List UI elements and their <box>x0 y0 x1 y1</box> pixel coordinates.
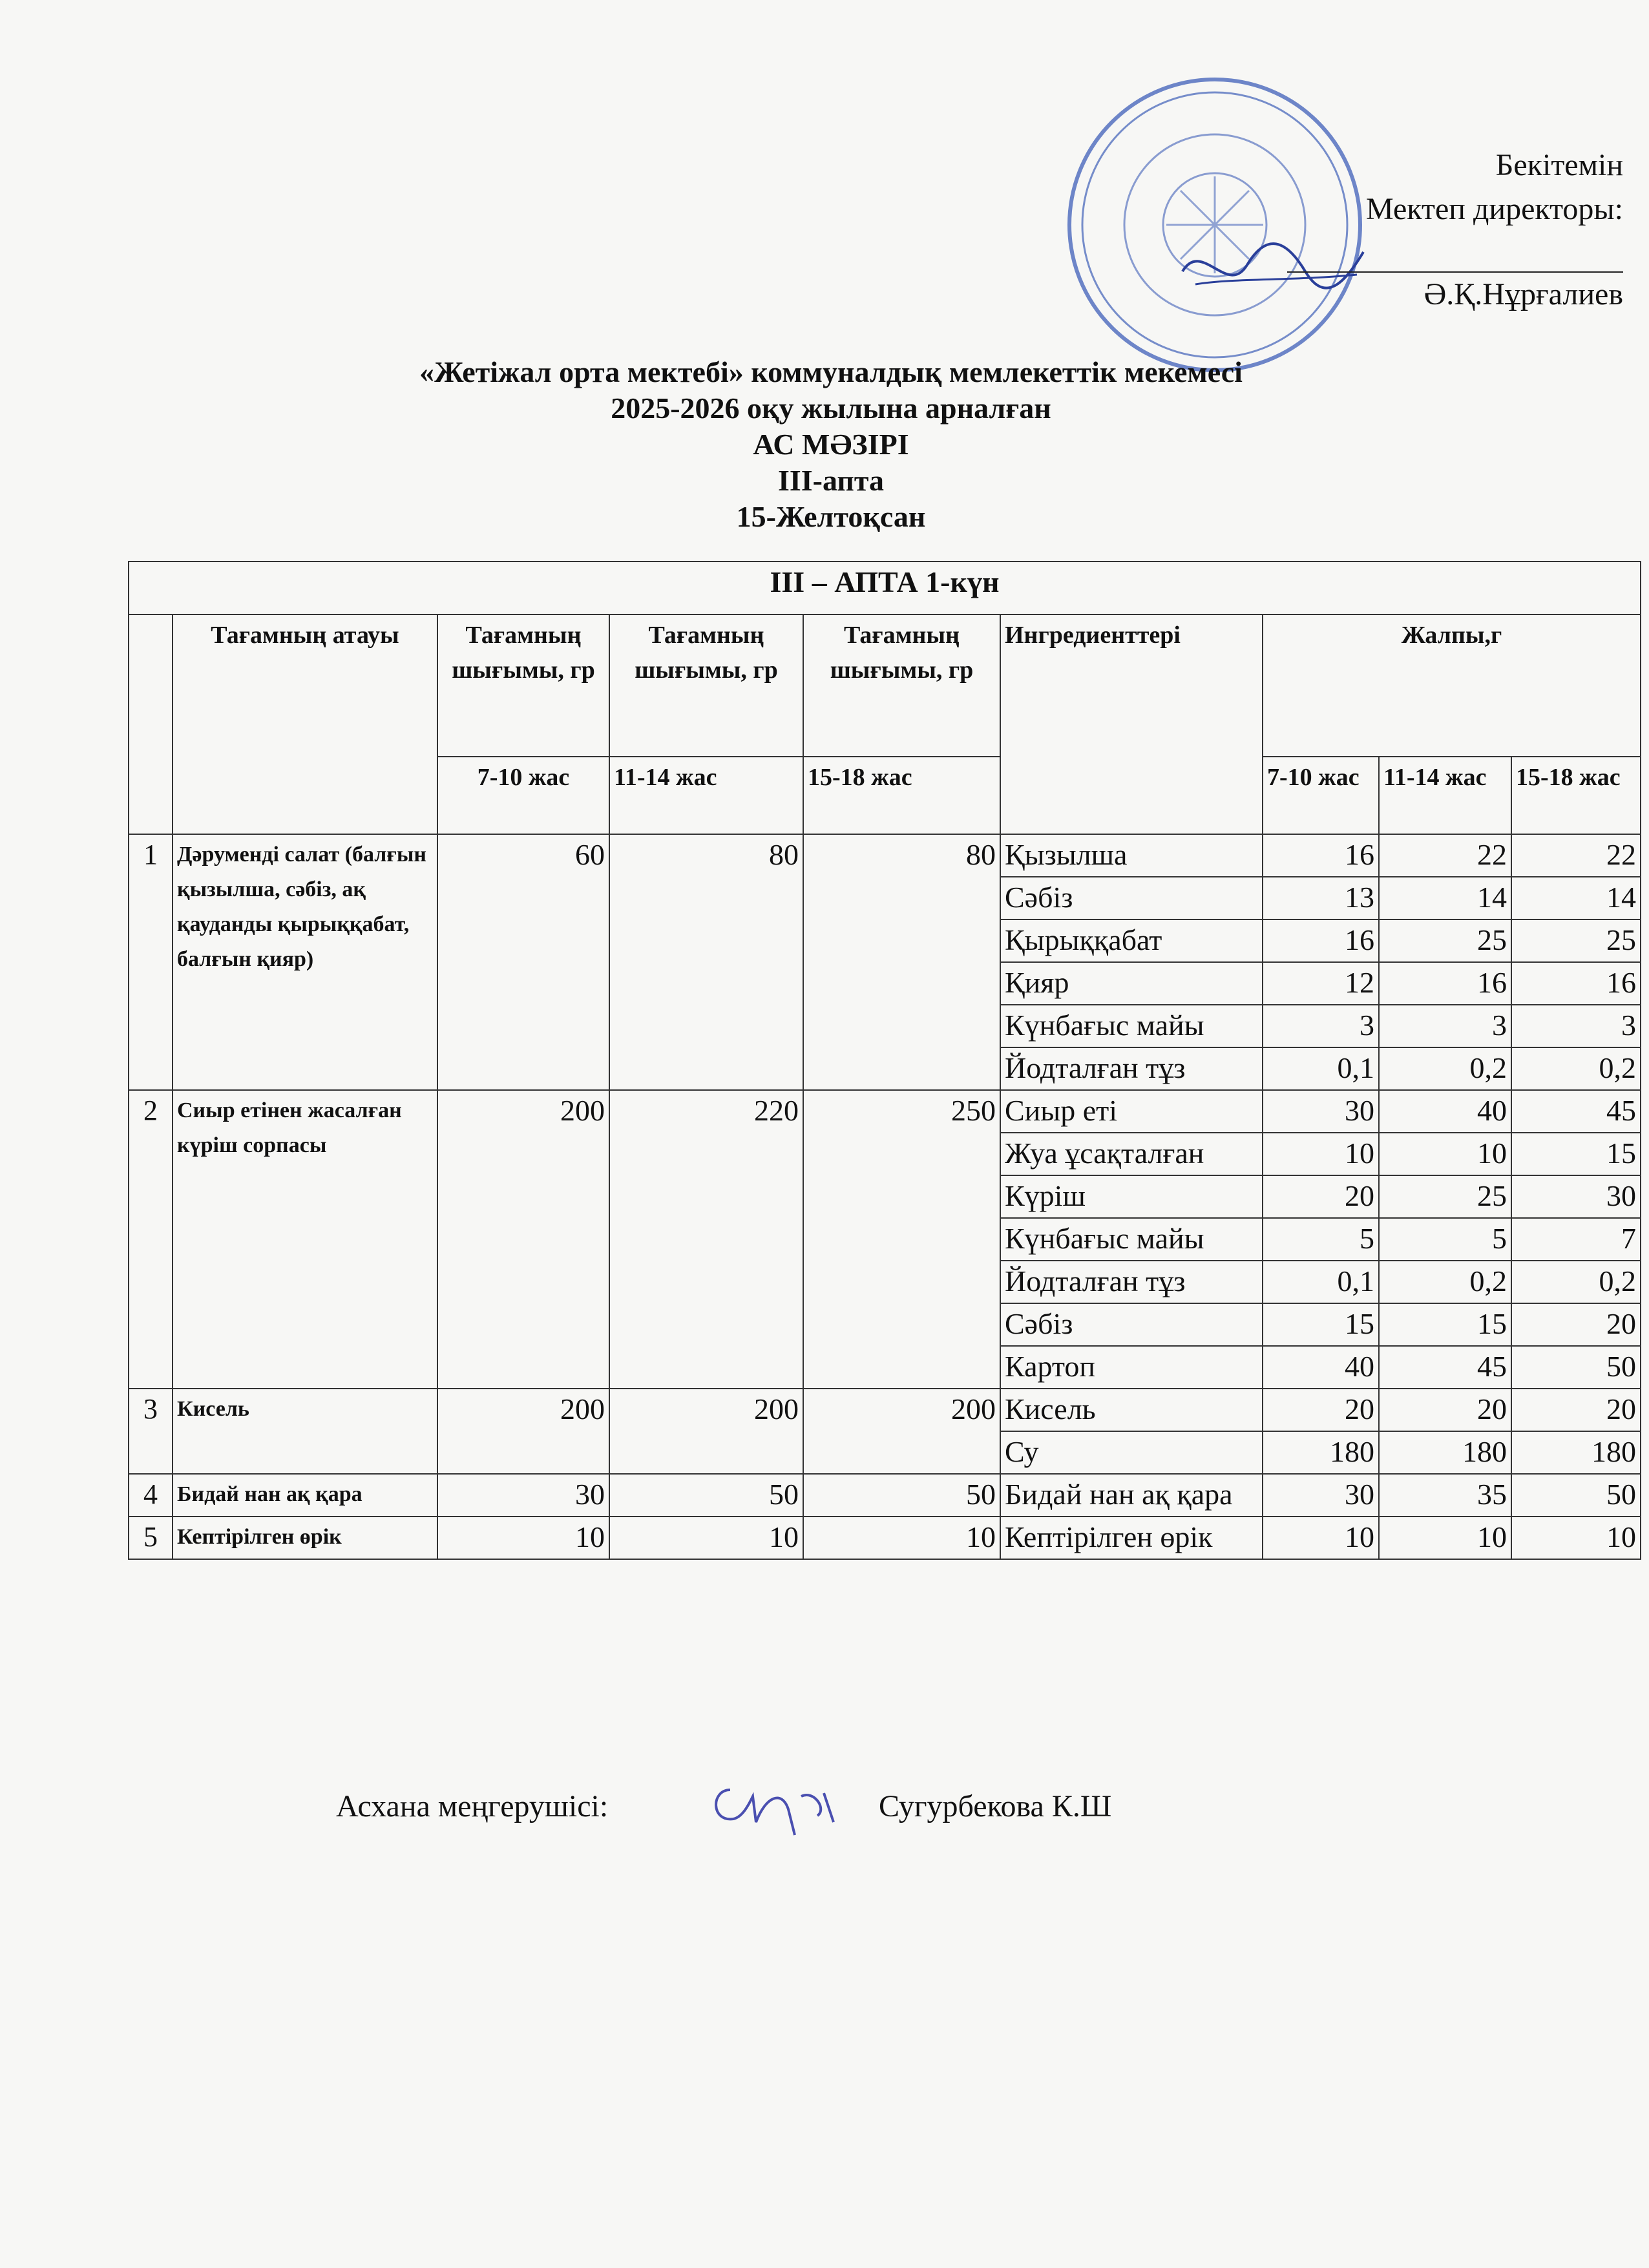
header-total-age-2: 11-14 жас <box>1379 757 1511 834</box>
dish-yield-7-10: 60 <box>437 834 609 1090</box>
ingredient-total-11-14: 10 <box>1379 1517 1511 1559</box>
ingredient-total-15-18: 0,2 <box>1511 1047 1641 1090</box>
ingredient-total-15-18: 30 <box>1511 1175 1641 1218</box>
table-row <box>129 1517 1641 1559</box>
ingredient-name: Бидай нан ақ қара <box>1000 1474 1263 1517</box>
table-row <box>129 1474 1641 1517</box>
ingredient-total-11-14: 22 <box>1379 834 1511 877</box>
ingredient-name: Су <box>1000 1431 1263 1474</box>
signature-line <box>1287 231 1623 273</box>
ingredient-total-7-10: 20 <box>1263 1389 1379 1431</box>
ingredient-name: Қызылша <box>1000 834 1263 877</box>
dish-yield-15-18: 10 <box>803 1517 1000 1559</box>
ingredient-name: Сәбіз <box>1000 1303 1263 1346</box>
footer-name: Сугурбекова К.Ш <box>879 1789 1112 1823</box>
header-index <box>129 614 173 834</box>
table-row <box>129 1389 1641 1431</box>
header-yield-3: Тағамның шығымы, гр <box>803 614 1000 757</box>
ingredient-total-11-14: 40 <box>1379 1090 1511 1133</box>
ingredient-total-15-18: 25 <box>1511 919 1641 962</box>
title-line-4: ІІІ-апта <box>777 464 885 497</box>
header-age-2: 11-14 жас <box>609 757 803 834</box>
ingredient-total-7-10: 10 <box>1263 1517 1379 1559</box>
ingredient-name: Кептірілген өрік <box>1000 1517 1263 1559</box>
approval-block <box>1261 143 1623 317</box>
ingredient-total-7-10: 16 <box>1263 834 1379 877</box>
director-label: Мектеп директоры: <box>1365 192 1623 226</box>
document-title <box>0 354 1649 535</box>
ingredient-total-7-10: 0,1 <box>1263 1047 1379 1090</box>
ingredient-total-11-14: 16 <box>1379 962 1511 1005</box>
ingredient-total-11-14: 0,2 <box>1379 1047 1511 1090</box>
dish-yield-7-10: 10 <box>437 1517 609 1559</box>
ingredient-total-15-18: 45 <box>1511 1090 1641 1133</box>
dish-yield-11-14: 50 <box>609 1474 803 1517</box>
header-total: Жалпы,г <box>1263 614 1641 757</box>
ingredient-total-15-18: 10 <box>1511 1517 1641 1559</box>
ingredient-total-7-10: 0,1 <box>1263 1261 1379 1303</box>
title-line-1: «Жетіжал орта мектебі» коммуналдық мемлекеттік мекемесі <box>419 355 1243 388</box>
ingredient-total-7-10: 16 <box>1263 919 1379 962</box>
dish-yield-7-10: 30 <box>437 1474 609 1517</box>
table-row <box>129 1090 1641 1133</box>
ingredient-total-7-10: 30 <box>1263 1090 1379 1133</box>
header-age-3: 15-18 жас <box>803 757 1000 834</box>
director-name: Ә.Қ.Нұрғалиев <box>1423 277 1623 311</box>
ingredient-name: Сиыр еті <box>1000 1090 1263 1133</box>
approve-label: Бекітемін <box>1495 148 1623 182</box>
title-line-2: 2025-2026 оқу жылына арналған <box>611 392 1051 425</box>
dish-yield-11-14: 220 <box>609 1090 803 1389</box>
ingredient-total-15-18: 50 <box>1511 1474 1641 1517</box>
ingredient-total-7-10: 180 <box>1263 1431 1379 1474</box>
title-line-3: АС МӘЗІРІ <box>753 428 909 461</box>
ingredient-total-11-14: 180 <box>1379 1431 1511 1474</box>
ingredient-total-7-10: 5 <box>1263 1218 1379 1261</box>
dish-index: 2 <box>129 1090 173 1389</box>
ingredient-total-11-14: 3 <box>1379 1005 1511 1047</box>
ingredient-total-15-18: 180 <box>1511 1431 1641 1474</box>
dish-index: 4 <box>129 1474 173 1517</box>
dish-yield-15-18: 80 <box>803 834 1000 1090</box>
ingredient-name: Күнбағыс майы <box>1000 1218 1263 1261</box>
ingredient-total-15-18: 16 <box>1511 962 1641 1005</box>
dish-name: Бидай нан ақ қара <box>173 1474 437 1517</box>
ingredient-total-7-10: 3 <box>1263 1005 1379 1047</box>
manager-signature <box>704 1770 859 1842</box>
dish-name: Кисель <box>173 1389 437 1474</box>
dish-name: Дәруменді салат (балғын қызылша, сәбіз, ақ қауданды қырыққабат, балғын қияр) <box>173 834 437 1090</box>
ingredient-total-7-10: 20 <box>1263 1175 1379 1218</box>
ingredient-name: Күріш <box>1000 1175 1263 1218</box>
ingredient-name: Кисель <box>1000 1389 1263 1431</box>
ingredient-total-11-14: 15 <box>1379 1303 1511 1346</box>
ingredient-total-11-14: 20 <box>1379 1389 1511 1431</box>
dish-index: 5 <box>129 1517 173 1559</box>
footer-label: Асхана меңгерушісі: <box>336 1789 609 1823</box>
ingredient-total-11-14: 25 <box>1379 919 1511 962</box>
ingredient-name: Йодталған тұз <box>1000 1047 1263 1090</box>
ingredient-total-15-18: 15 <box>1511 1133 1641 1175</box>
header-total-age-1: 7-10 жас <box>1263 757 1379 834</box>
ingredient-total-15-18: 20 <box>1511 1303 1641 1346</box>
ingredient-total-7-10: 10 <box>1263 1133 1379 1175</box>
ingredient-total-7-10: 12 <box>1263 962 1379 1005</box>
ingredient-total-15-18: 7 <box>1511 1218 1641 1261</box>
ingredient-total-15-18: 50 <box>1511 1346 1641 1389</box>
ingredient-total-11-14: 5 <box>1379 1218 1511 1261</box>
ingredient-total-7-10: 13 <box>1263 877 1379 919</box>
table-row <box>129 834 1641 877</box>
ingredient-total-15-18: 3 <box>1511 1005 1641 1047</box>
ingredient-total-7-10: 40 <box>1263 1346 1379 1389</box>
ingredient-name: Күнбағыс майы <box>1000 1005 1263 1047</box>
header-yield-1: Тағамның шығымы, гр <box>437 614 609 757</box>
menu-table <box>128 561 1641 1560</box>
ingredient-name: Қияр <box>1000 962 1263 1005</box>
ingredient-total-15-18: 22 <box>1511 834 1641 877</box>
dish-yield-11-14: 10 <box>609 1517 803 1559</box>
ingredient-name: Картоп <box>1000 1346 1263 1389</box>
ingredient-name: Сәбіз <box>1000 877 1263 919</box>
ingredient-name: Йодталған тұз <box>1000 1261 1263 1303</box>
ingredient-total-7-10: 15 <box>1263 1303 1379 1346</box>
ingredient-total-11-14: 25 <box>1379 1175 1511 1218</box>
dish-name: Кептірілген өрік <box>173 1517 437 1559</box>
ingredient-total-15-18: 14 <box>1511 877 1641 919</box>
ingredient-total-11-14: 14 <box>1379 877 1511 919</box>
dish-index: 3 <box>129 1389 173 1474</box>
ingredient-total-11-14: 35 <box>1379 1474 1511 1517</box>
ingredient-total-15-18: 20 <box>1511 1389 1641 1431</box>
ingredient-total-11-14: 10 <box>1379 1133 1511 1175</box>
header-ingredients: Ингредиенттері <box>1000 614 1263 834</box>
ingredient-total-7-10: 30 <box>1263 1474 1379 1517</box>
dish-yield-15-18: 250 <box>803 1090 1000 1389</box>
header-total-age-3: 15-18 жас <box>1511 757 1641 834</box>
dish-yield-7-10: 200 <box>437 1389 609 1474</box>
dish-yield-11-14: 200 <box>609 1389 803 1474</box>
ingredient-total-11-14: 0,2 <box>1379 1261 1511 1303</box>
ingredient-total-11-14: 45 <box>1379 1346 1511 1389</box>
dish-yield-15-18: 200 <box>803 1389 1000 1474</box>
title-line-5: 15-Желтоқсан <box>736 500 926 533</box>
ingredient-name: Жуа ұсақталған <box>1000 1133 1263 1175</box>
dish-yield-11-14: 80 <box>609 834 803 1090</box>
dish-yield-15-18: 50 <box>803 1474 1000 1517</box>
ingredient-name: Қырыққабат <box>1000 919 1263 962</box>
dish-name: Сиыр етінен жасалған күріш сорпасы <box>173 1090 437 1389</box>
week-title: ІІІ – АПТА 1-күн <box>129 562 1641 614</box>
dish-index: 1 <box>129 834 173 1090</box>
dish-yield-7-10: 200 <box>437 1090 609 1389</box>
header-dish-name: Тағамның атауы <box>173 614 437 834</box>
ingredient-total-15-18: 0,2 <box>1511 1261 1641 1303</box>
header-yield-2: Тағамның шығымы, гр <box>609 614 803 757</box>
header-age-1: 7-10 жас <box>437 757 609 834</box>
